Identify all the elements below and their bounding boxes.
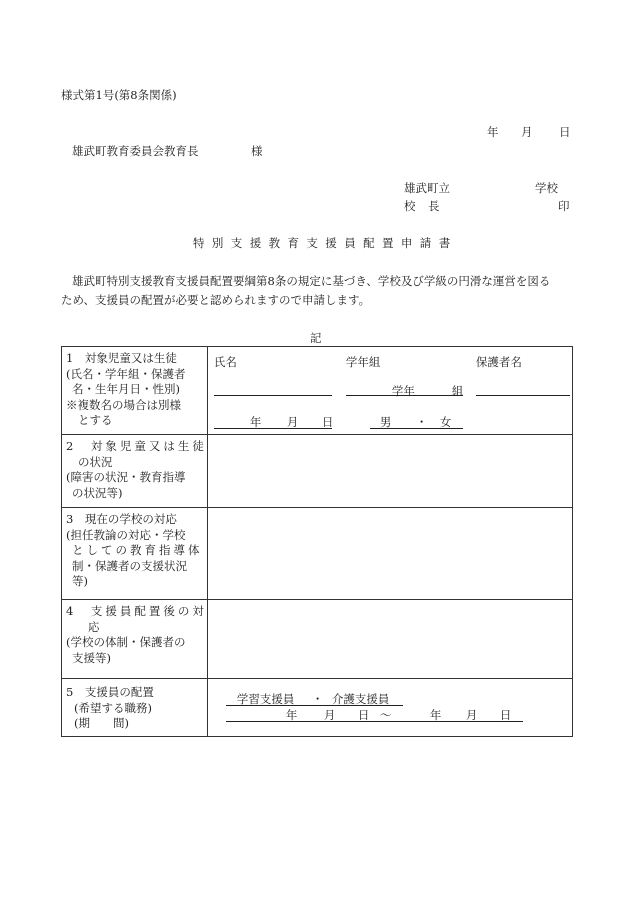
label-line: 1 対象児童又は生徒 xyxy=(66,351,177,365)
label-line: 5 支援員の配置 xyxy=(66,685,154,699)
class-label: 組 xyxy=(451,384,464,398)
label-line: 支援等) xyxy=(72,650,111,665)
period-tilde: ～ xyxy=(379,708,392,722)
date-year: 年 xyxy=(487,125,499,139)
label-line: 名・生年月日・性別) xyxy=(72,382,180,396)
label-line: 等) xyxy=(72,574,88,588)
principal-char-1: 校 xyxy=(404,199,416,213)
female-option[interactable]: 女 xyxy=(439,415,452,429)
row-value xyxy=(207,347,572,435)
row-value[interactable] xyxy=(207,508,572,600)
name-label: 氏名 xyxy=(213,355,237,369)
label-line: (期 間) xyxy=(74,716,129,730)
guardian-input-line[interactable] xyxy=(476,395,570,396)
care-support-option[interactable]: 介護支援員 xyxy=(331,692,390,706)
label-line: 応 xyxy=(88,619,100,634)
sender-school-suffix: 学校 xyxy=(535,181,558,195)
end-year-label: 年 xyxy=(429,708,442,722)
row-label xyxy=(62,600,208,679)
seal-mark: 印 xyxy=(558,199,570,213)
start-month-label: 月 xyxy=(323,708,336,722)
row-label xyxy=(62,508,208,600)
guardian-label: 保護者名 xyxy=(475,355,522,369)
end-day-label: 日 xyxy=(499,708,512,722)
table-row xyxy=(62,508,573,600)
sex-separator: ・ xyxy=(415,415,428,429)
date-month: 月 xyxy=(521,125,533,139)
body-line-2: ため、支援員の配置が必要と認められますので申請します。 xyxy=(61,293,371,307)
label-line: (希望する職務) xyxy=(74,700,152,715)
document-title: 特別支援教育支援員配置申請書 xyxy=(193,236,458,250)
end-month-label: 月 xyxy=(465,708,478,722)
row-value xyxy=(207,679,572,737)
row-value[interactable] xyxy=(207,435,572,508)
grade-label: 学年 xyxy=(391,384,415,398)
date-day: 日 xyxy=(559,125,571,139)
sex-input-line[interactable] xyxy=(370,428,463,429)
row-label xyxy=(62,347,208,435)
label-line: 4 支援員配置後の対 xyxy=(66,604,207,618)
application-table xyxy=(61,346,573,737)
name-input-line[interactable] xyxy=(214,395,332,396)
label-line: (担任教論の対応・学校 xyxy=(66,527,186,542)
birth-day-label: 日 xyxy=(321,415,334,429)
label-line: (障害の状況・教育指導 xyxy=(66,470,186,484)
birth-month-label: 月 xyxy=(286,415,299,429)
row-label xyxy=(62,679,208,737)
start-day-label: 日 xyxy=(357,708,370,722)
duty-separator: ・ xyxy=(311,692,324,706)
label-line: の状況等) xyxy=(72,485,123,500)
label-line: (学校の体制・保護者の xyxy=(66,635,186,649)
ki-heading: 記 xyxy=(310,331,322,345)
row-value[interactable] xyxy=(207,600,572,679)
label-line: 2 対象児童又は生徒 xyxy=(66,439,207,453)
male-option[interactable]: 男 xyxy=(379,415,392,429)
grade-class-label: 学年組 xyxy=(345,355,381,369)
addressee-honorific: 様 xyxy=(251,144,263,158)
label-line: (氏名・学年組・保護者 xyxy=(66,366,186,381)
principal-char-2: 長 xyxy=(428,199,440,213)
duty-input-line[interactable] xyxy=(226,705,403,706)
period-input-line[interactable] xyxy=(226,721,523,722)
start-year-label: 年 xyxy=(285,708,298,722)
table-row xyxy=(62,347,573,435)
body-line-1: 雄武町特別支援教育支援員配置要綱第8条の規定に基づき、学校及び学級の円滑な運営を図る xyxy=(72,274,551,288)
addressee-name: 雄武町教育委員会教育長 xyxy=(72,144,199,158)
row-label xyxy=(62,435,208,508)
label-line: 3 現在の学校の対応 xyxy=(66,512,177,526)
sender-town: 雄武町立 xyxy=(404,181,450,195)
birth-year-label: 年 xyxy=(249,415,262,429)
label-line: とする xyxy=(78,413,113,427)
label-line: としての教育指導体 xyxy=(72,543,203,557)
birthdate-input-line[interactable] xyxy=(214,428,332,429)
learning-support-option[interactable]: 学習支援員 xyxy=(236,692,295,706)
form-reference: 様式第1号(第8条関係) xyxy=(61,88,177,102)
table-row xyxy=(62,435,573,508)
label-line: の状況 xyxy=(78,454,113,469)
label-line: 制・保護者の支援状況 xyxy=(72,558,187,573)
label-line: ※複数名の場合は別様 xyxy=(66,397,181,412)
table-row xyxy=(62,679,573,737)
table-row xyxy=(62,600,573,679)
